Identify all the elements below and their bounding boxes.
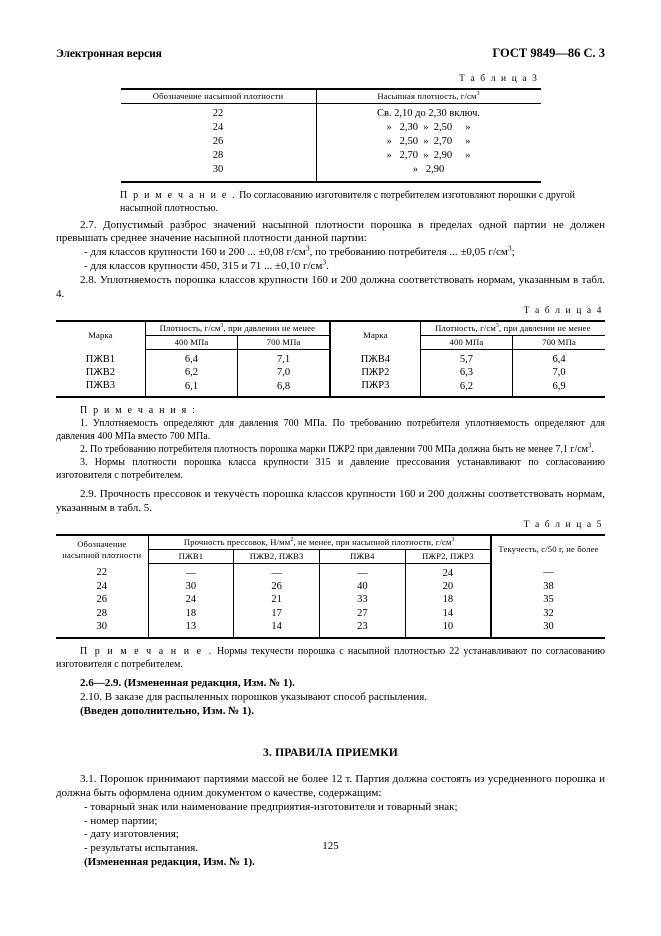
table-5-subheader-brand-4: ПЖР2, ПЖР3 <box>405 549 491 563</box>
sup-3: 3 <box>495 323 499 330</box>
density-header-tail: , при давлении не менее <box>498 323 591 334</box>
cell-value: 6,9 <box>552 380 566 392</box>
cell-designation: 28 <box>96 607 108 619</box>
density-header-text: Плотность, г/см <box>159 323 221 334</box>
cell-value: 13 <box>185 621 197 633</box>
cell-designation: 22 <box>212 107 224 119</box>
table-3-block <box>121 74 541 183</box>
table-4-note-3: 3. Нормы плотности порошка класса крупности 315 и давление прессования устанавливают по согласованию изготовителя с потребителем. <box>56 457 605 482</box>
cell-value: 26 <box>271 580 282 592</box>
table-3-header-density <box>316 89 541 103</box>
cell-value: 7,0 <box>276 367 291 379</box>
clause-3-1-revision: (Измененная редакция, Изм. № 1). <box>84 856 255 869</box>
cell-designation: 26 <box>96 594 108 606</box>
cell-value: 10 <box>442 621 454 633</box>
cell-brand: ПЖВ1 <box>85 353 116 365</box>
strength-header-text: Прочность прессовок, Н/мм <box>183 537 291 548</box>
clause-2-7-item-2 <box>56 257 605 274</box>
cell-value: 35 <box>543 594 554 606</box>
table-5-designation-col <box>56 563 148 638</box>
cell-brand: ПЖР2 <box>361 366 390 378</box>
table-row <box>56 563 605 638</box>
clause-3-1-item-2: - номер партии; <box>84 814 158 827</box>
table-row <box>121 89 541 103</box>
table-3-header-density-text: Насыпная плотность, г/см <box>377 91 477 101</box>
table-3-caption: Т а б л и ц а 3 <box>459 74 539 84</box>
notes-label-text: П р и м е ч а н и я : <box>80 405 197 417</box>
table-4-header-brand-right: Марка <box>330 321 420 349</box>
cell-value: 33 <box>357 594 368 606</box>
cell-value: 5,7 <box>459 353 473 365</box>
cell-density: » 2,30 » 2,50 » <box>386 121 471 133</box>
table-5-v2-col <box>234 563 320 638</box>
cell-value: 24 <box>185 594 197 606</box>
clause-3-1-item-3: - дату изготовления; <box>84 828 179 841</box>
table-5-caption: Т а б л и ц а 5 <box>523 520 603 531</box>
clause-2-10: 2.10. В заказе для распыленных порошков указывают способ распыления. <box>80 690 428 703</box>
cell-value: 18 <box>442 594 454 606</box>
cell-brand: ПЖВ2 <box>85 366 116 378</box>
table-row <box>56 535 605 549</box>
table-4-header-density-right <box>420 321 605 335</box>
sup-3: 3 <box>322 257 327 267</box>
cell-designation: 22 <box>96 567 108 579</box>
cell-value: 6,2 <box>184 367 199 379</box>
sup-3: 3 <box>220 323 224 330</box>
cell-designation: 30 <box>96 621 108 632</box>
cell-value: 21 <box>271 594 282 606</box>
cell-value: 32 <box>543 607 554 619</box>
table-5-flow-col <box>491 563 605 638</box>
cell-value: 40 <box>357 580 368 592</box>
cell-brand: ПЖВ4 <box>360 353 390 365</box>
header-left-label: Электронная версия <box>56 48 162 60</box>
sup-3: 3 <box>305 243 310 253</box>
sup-3: 3 <box>507 243 512 253</box>
cell-value: 23 <box>357 621 368 633</box>
table-4-note-2 <box>56 443 605 456</box>
table-5-v1-col <box>148 563 234 638</box>
clause-2-7-item-2-text: - для классов крупности 450, 315 и 71 ... ±0,10 г/см <box>84 260 323 273</box>
clause-2-7-item-1-text: - для классов крупности 160 и 200 ... ±0,08 г/см <box>84 246 306 259</box>
cell-value: 18 <box>185 607 197 619</box>
table-4-block <box>56 306 605 398</box>
table-4-note-2-text: 2. По требованию потребителя плотность порошка марки ПЖР2 при давлении 700 МПа должна быть не менее 7,1 г/см <box>80 444 588 456</box>
table-4-p700-right-col <box>513 349 605 397</box>
clause-2-8: 2.8. Уплотняемость порошка классов крупности 160 и 200 должна соответствовать нормам, указанным в табл. 4. <box>56 274 605 301</box>
table-3-header-designation: Обозначение насыпной плотности <box>121 89 317 103</box>
cell-designation: 28 <box>212 149 224 161</box>
table-3-note <box>120 189 575 215</box>
table-5-v3-col <box>320 563 406 638</box>
table-4-brand-left-col <box>56 349 145 397</box>
cell-value: 38 <box>543 580 554 592</box>
density-header-text: Плотность, г/см <box>435 323 496 334</box>
cell-value: 27 <box>357 607 368 619</box>
table-3-header-density-sup: 3 <box>476 91 480 98</box>
note-label: П р и м е ч а н и е . <box>80 645 213 657</box>
cell-value: 14 <box>271 621 282 633</box>
table-4-subheader-400-left: 400 МПа <box>145 336 237 350</box>
cell-value: — <box>271 567 282 579</box>
strength-header-tail: , не менее, при насыпной плотности, г/см <box>293 537 452 548</box>
clause-3-1-item-4: - результаты испытания. <box>84 842 199 855</box>
cell-brand: ПЖВ3 <box>85 380 116 392</box>
cell-brand: ПЖР3 <box>361 380 390 392</box>
table-5-subheader-brand-1: ПЖВ1 <box>148 549 234 563</box>
table-4-caption: Т а б л и ц а 4 <box>523 306 603 317</box>
cell-value: 6,2 <box>459 380 473 392</box>
cell-designation: 24 <box>96 580 108 592</box>
table-4-p700-left-col <box>238 349 330 397</box>
table-4-p400-left-col <box>145 349 237 397</box>
table-4-subheader-700-right: 700 МПа <box>513 336 605 350</box>
cell-density: » 2,70 » 2,90 » <box>386 149 471 161</box>
table-5-v4-col <box>405 563 491 638</box>
note-label: П р и м е ч а н и е . <box>120 189 237 201</box>
cell-value: 7,0 <box>552 367 566 379</box>
table-3-density-column <box>316 103 541 181</box>
clause-3-1-item-1: - товарный знак или наименование предприятия-изготовителя и товарный знак; <box>84 800 458 813</box>
sup-2: 2 <box>290 537 294 544</box>
cell-value: 14 <box>442 607 454 619</box>
sup-3: 3 <box>588 442 592 450</box>
table-5-header-flow: Текучесть, с/50 г, не более <box>491 535 605 563</box>
cell-designation: 30 <box>212 163 224 175</box>
cell-density: » 2,50 » 2,70 » <box>386 135 471 147</box>
table-5-note <box>56 645 605 671</box>
table-5-header-strength <box>148 535 491 549</box>
clause-2-7-item-1-end: ; <box>511 246 515 259</box>
table-3-note-wrap <box>56 189 605 215</box>
clause-2-9: 2.9. Прочность прессовок и текучесть порошка классов крупности 160 и 200 должны соответствовать нормам, указанным в табл. 5. <box>56 488 605 515</box>
cell-value: 24 <box>442 567 454 579</box>
table-3 <box>121 88 541 183</box>
table-3-designation-column <box>121 103 317 181</box>
cell-designation: 26 <box>212 135 224 147</box>
table-4-subheader-400-right: 400 МПа <box>420 336 512 350</box>
density-header-tail: , при давлении не менее <box>223 323 316 334</box>
cell-value: 20 <box>442 580 454 592</box>
cell-value: — <box>543 567 554 579</box>
cell-value: 6,4 <box>184 353 199 365</box>
table-4-subheader-700-left: 700 МПа <box>238 336 330 350</box>
cell-value: 30 <box>543 621 554 632</box>
cell-value: — <box>185 567 197 579</box>
page-number: 125 <box>322 840 339 852</box>
note-text: Нормы текучести порошка с насыпной плотностью 22 устанавливают по согласованию изготовителя с потребителем. <box>56 645 605 670</box>
table-4-notes <box>56 404 605 482</box>
table-4-header-brand-left: Марка <box>56 321 145 349</box>
section-3-title: 3. ПРАВИЛА ПРИЕМКИ <box>263 746 398 759</box>
table-4-note-1: 1. Уплотняемость определяют для давления 700 МПа. По требованию потребителя уплотняемость определяют для давления 400 МПа вместо 700 МПа. <box>56 418 605 443</box>
cell-density: » 2,90 <box>412 163 445 175</box>
cell-value: 7,1 <box>276 353 291 365</box>
cell-designation: 24 <box>212 121 224 133</box>
document-body <box>56 74 605 870</box>
note-text: По согласованию изготовителя с потребителем изготовляют порошки с другой насыпной плотностью. <box>120 189 576 214</box>
clause-2-7-item-1-tail: , по требованию потребителя ... ±0,05 г/см <box>309 246 508 259</box>
cell-value: 6,3 <box>459 367 473 379</box>
clause-2-7-item-1 <box>56 243 605 260</box>
table-4-p400-right-col <box>420 349 512 397</box>
table-4-notes-label <box>56 404 605 417</box>
table-4-brand-right-col <box>330 349 420 397</box>
table-4-note-2-end: . <box>591 444 594 456</box>
cell-value: 30 <box>185 580 197 592</box>
clause-2-10-revision: (Введен дополнительно, Изм. № 1). <box>80 704 254 717</box>
table-5-subheader-brand-3: ПЖВ4 <box>320 549 406 563</box>
clause-2-6-2-9-revision: 2.6—2.9. (Измененная редакция, Изм. № 1). <box>80 676 295 689</box>
table-row <box>56 321 605 335</box>
clause-3-1: 3.1. Порошок принимают партиями массой не более 12 т. Партия должна состоять из усредненного порошка и должна быть оформлена одним документом о качестве, содержащим: <box>56 772 605 799</box>
clause-2-7-item-2-end: . <box>326 260 329 273</box>
table-4 <box>56 320 605 398</box>
cell-value: 6,8 <box>276 380 291 392</box>
table-row <box>56 349 605 397</box>
table-5-header-designation: Обозначение насыпной плотности <box>56 535 148 563</box>
page-header <box>56 46 605 61</box>
sup-3: 3 <box>451 537 455 544</box>
table-5-block <box>56 520 605 639</box>
cell-value: 6,1 <box>184 380 199 392</box>
header-standard-id: ГОСТ 9849—86 С. 3 <box>492 46 605 60</box>
table-4-header-density-left <box>145 321 330 335</box>
table-row <box>121 103 541 181</box>
table-5 <box>56 534 605 639</box>
cell-value: 6,4 <box>552 353 566 365</box>
table-5-subheader-brand-2: ПЖВ2, ПЖВ3 <box>234 549 320 563</box>
cell-value: 17 <box>271 607 282 619</box>
clause-2-7: 2.7. Допустимый разброс значений насыпной плотности порошка в пределах одной партии не должен превышать среднее значение насыпной плотности данной партии: <box>56 218 605 245</box>
cell-density: Св. 2,10 до 2,30 включ. <box>376 107 481 119</box>
cell-value: — <box>357 567 368 579</box>
